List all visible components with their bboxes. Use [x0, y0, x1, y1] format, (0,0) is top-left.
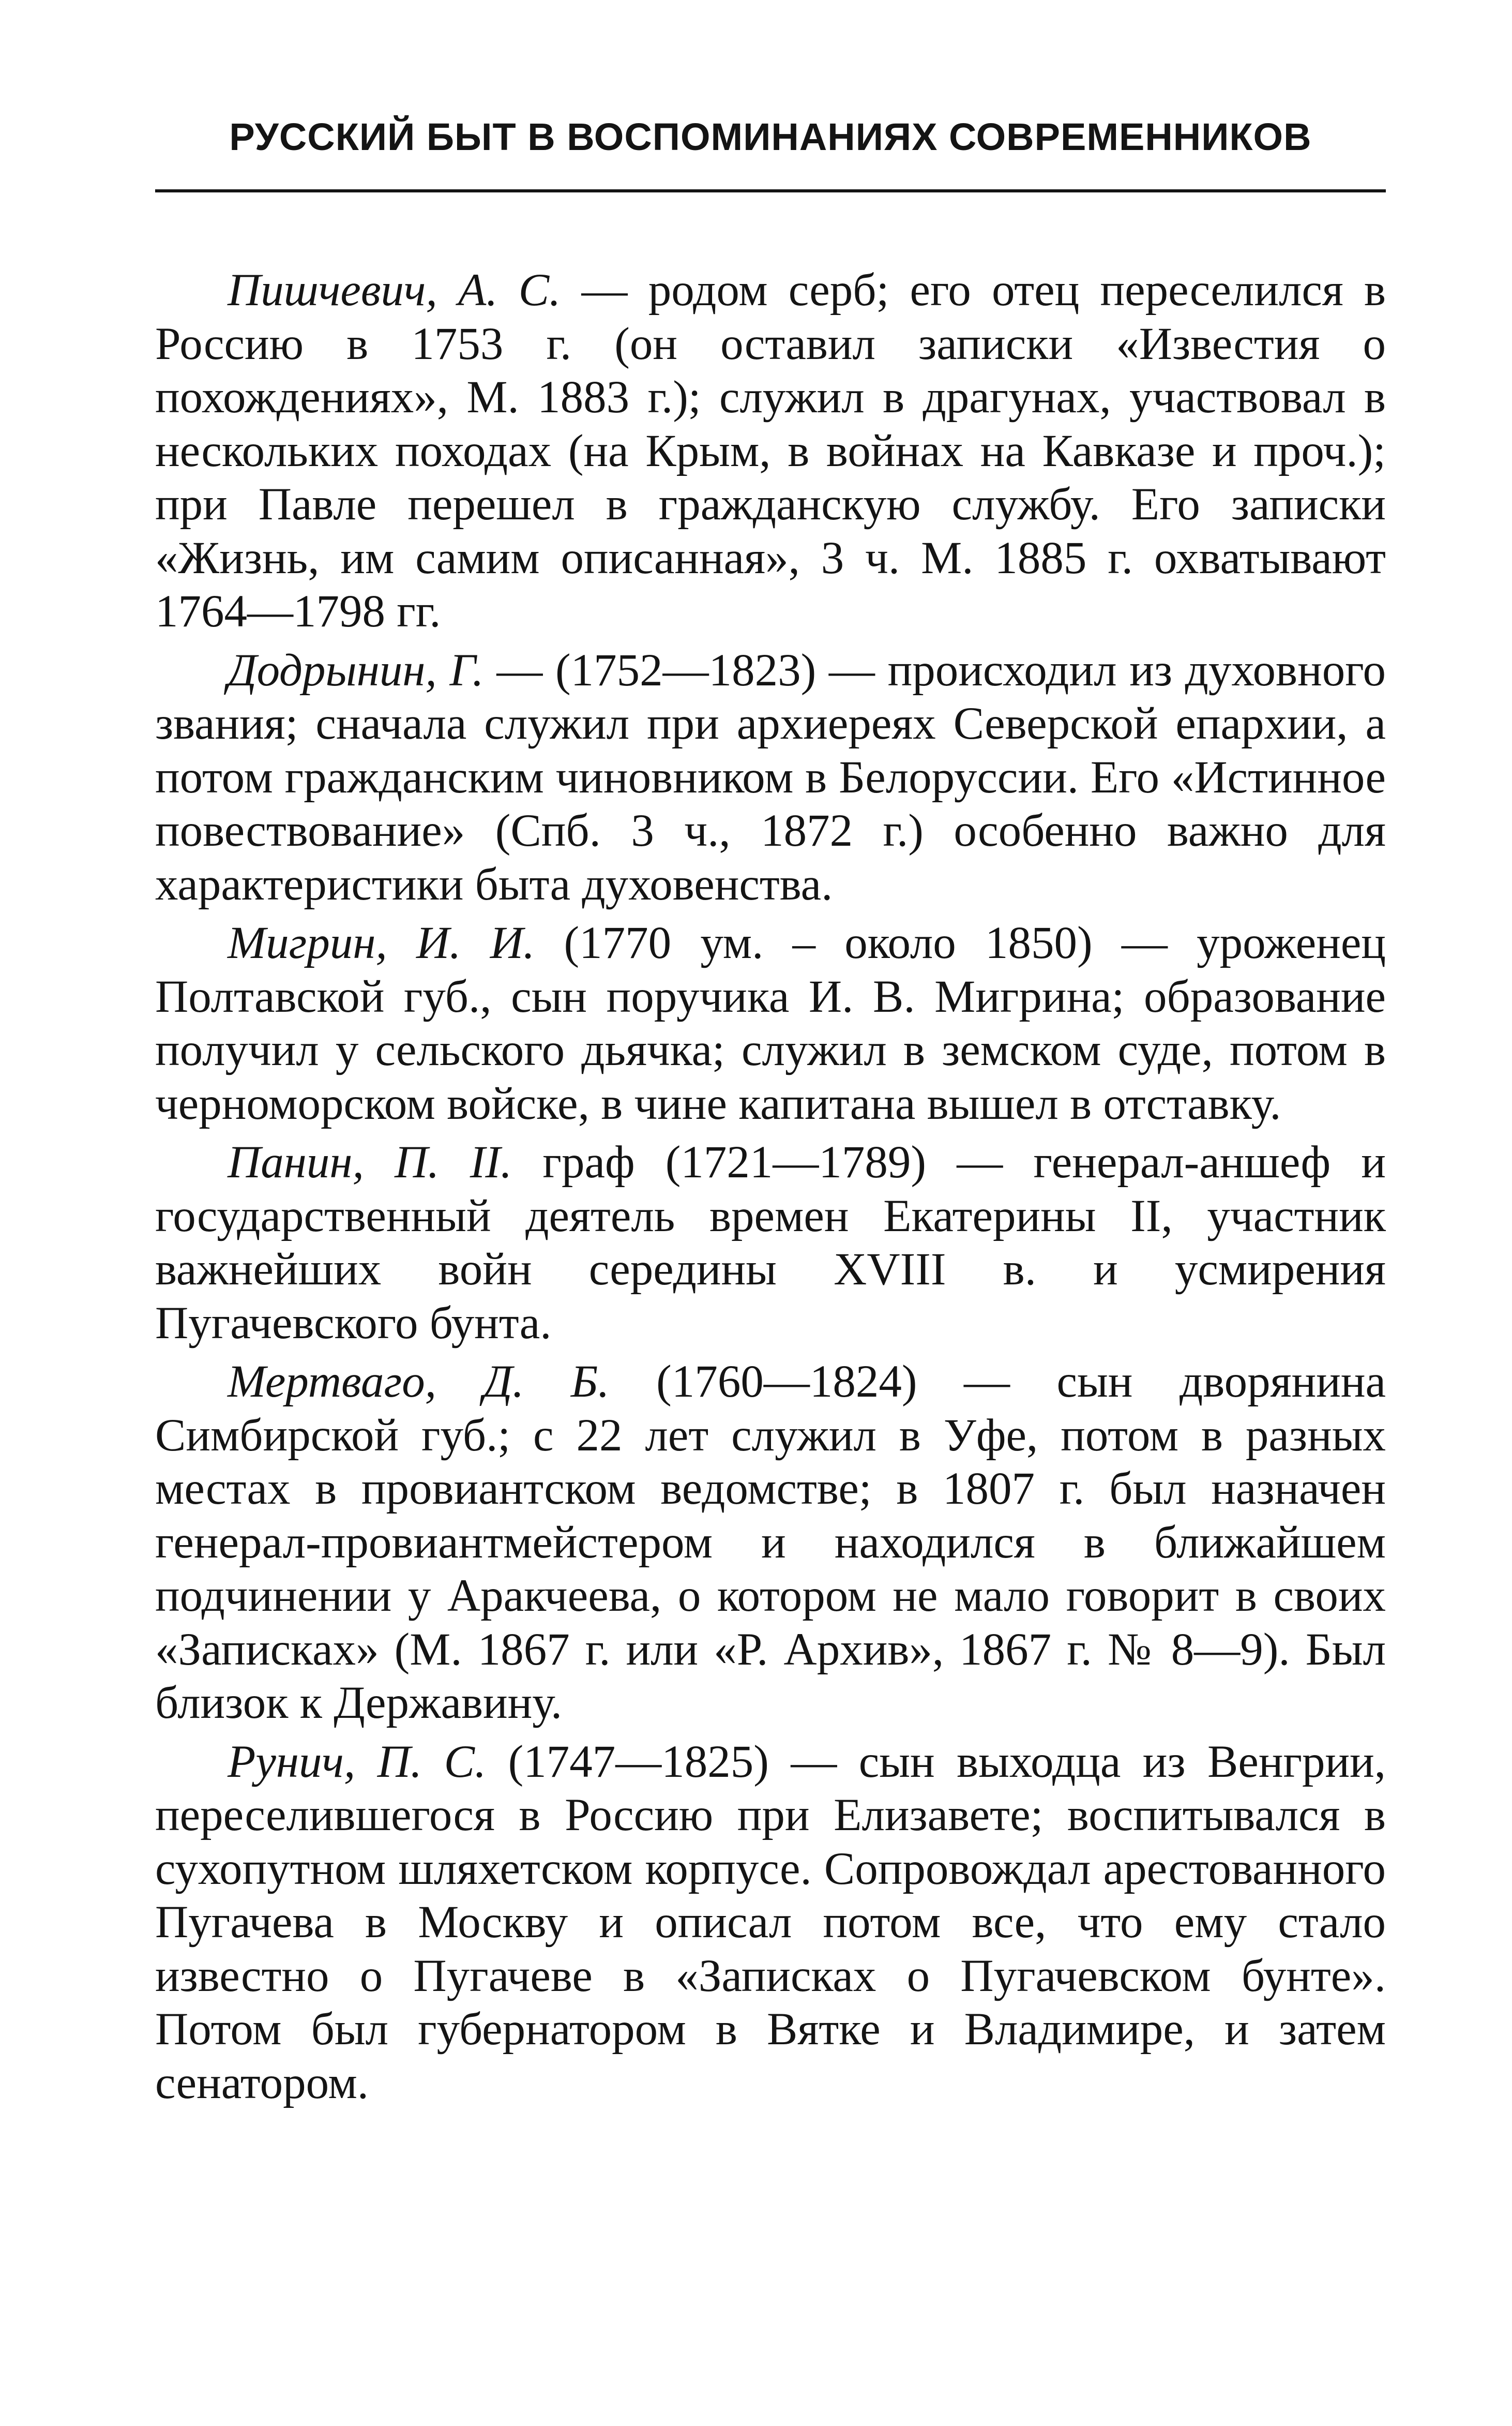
entry-name: Додрынин, Г. [228, 645, 484, 696]
biography-entry [155, 264, 1386, 639]
entry-text: (1770 ум. – около 1850) — уроженец Полтавской губ., сын поручика И. В. Мигрина; образование получил у сельского дьячка; служил в земском суде, потом в черноморском войске, в чине капитана вышел в отставку. [155, 918, 1386, 1129]
entry-text: граф (1721—1789) — генерал-аншеф и государственный деятель времен Екатерины II, участник важнейших войн середины XVIII в. и усмирения Пугачевского бунта. [155, 1137, 1386, 1349]
entry-text: (1747—1825) — сын выходца из Венгрии, переселившегося в Россию при Елизавете; воспитывался в сухопутном шляхетском корпусе. Сопровождал арестованного Пугачева в Москву и описал потом все, что ему стало известно о Пугачеве в «Записках о Пугачевском бунте». Потом был губернатором в Вятке и Владимире, и затем сенатором. [155, 1736, 1386, 2108]
page-body [155, 264, 1386, 2115]
running-title: РУССКИЙ БЫТ В ВОСПОМИНАНИЯХ СОВРЕМЕННИКОВ [229, 115, 1312, 158]
entry-text: — (1752—1823) — происходил из духовного звания; сначала служил при архиереях Северской епархии, а потом гражданским чиновником в Белоруссии. Его «Истинное повествование» (Спб. 3 ч., 1872 г.) особенно важно для характеристики быта духовенства. [155, 645, 1386, 910]
entry-name: Рунич, П. С. [228, 1736, 487, 1787]
biography-entry [155, 1355, 1386, 1730]
biography-entry [155, 1136, 1386, 1350]
entry-name: Мигрин, И. И. [228, 918, 535, 968]
biography-entry [155, 917, 1386, 1131]
biography-entry [155, 644, 1386, 912]
entry-text: (1760—1824) — сын дворянина Симбирской губ.; с 22 лет служил в Уфе, потом в разных местах в провиантском ведомстве; в 1807 г. был назначен генерал-провиантмейстером и находился в ближайшем подчинении у Аракчеева, о котором не мало говорит в своих «Записках» (М. 1867 г. или «Р. Архив», 1867 г. № 8—9). Был близок к Державину. [155, 1356, 1386, 1728]
entry-name: Панин, П. II. [228, 1137, 512, 1188]
entry-name: Пишчевич, А. С. [228, 265, 561, 316]
entry-text: — родом серб; его отец переселился в Россию в 1753 г. (он оставил записки «Известия о похождениях», М. 1883 г.); служил в драгунах, участвовал в нескольких походах (на Крым, в войнах на Кавказе и проч.); при Павле перешел в гражданскую службу. Его записки «Жизнь, им самим описанная», 3 ч. М. 1885 г. охватывают 1764—1798 гг. [155, 265, 1386, 637]
biography-entry [155, 1735, 1386, 2110]
header-rule [155, 189, 1386, 192]
entry-name: Мертваго, Д. Б. [228, 1356, 610, 1407]
